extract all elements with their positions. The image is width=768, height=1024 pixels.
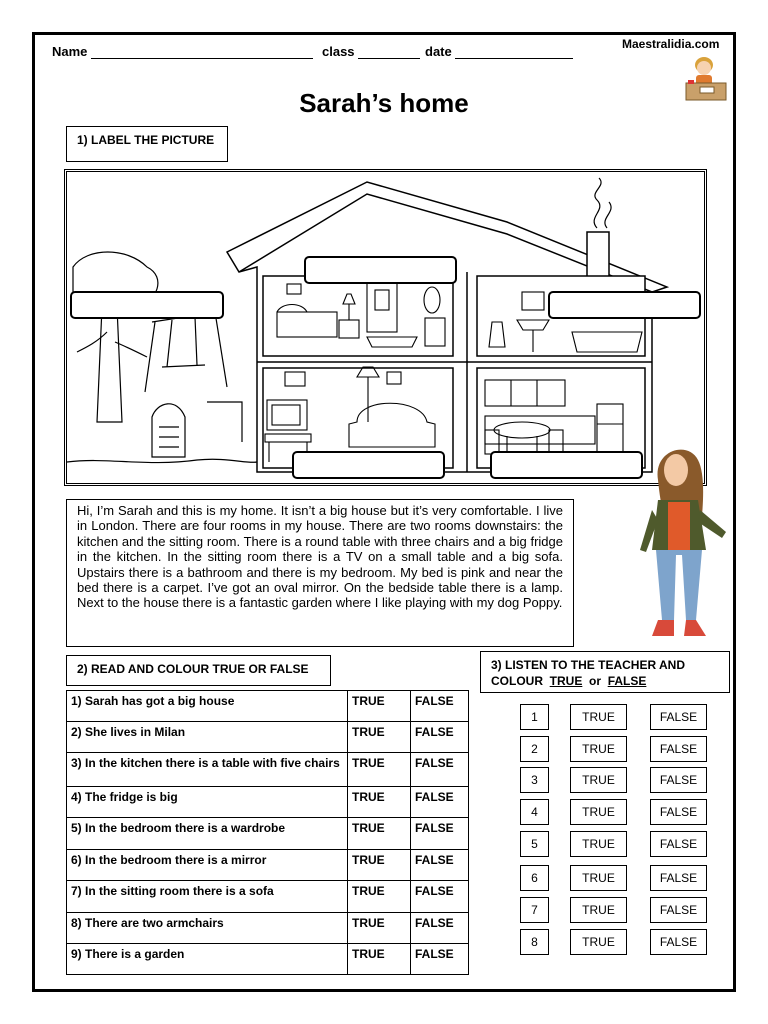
tf-statement: 7) In the sitting room there is a sofa: [67, 881, 348, 913]
page-title: Sarah’s home: [299, 88, 469, 118]
tf-true-option[interactable]: TRUE: [348, 722, 411, 753]
label-box-garden[interactable]: [70, 291, 224, 319]
listen-false-option[interactable]: FALSE: [650, 831, 707, 857]
listen-true-option[interactable]: TRUE: [570, 865, 627, 891]
listen-false-option[interactable]: FALSE: [650, 897, 707, 923]
tf-false-option[interactable]: FALSE: [411, 818, 469, 850]
name-field: Name: [52, 44, 313, 59]
listen-true-option[interactable]: TRUE: [570, 897, 627, 923]
tf-statement: 6) In the bedroom there is a mirror: [67, 850, 348, 881]
listen-number: 5: [520, 831, 549, 857]
tf-statement: 1) Sarah has got a big house: [67, 691, 348, 722]
date-input-line[interactable]: [455, 45, 573, 59]
listen-number: 7: [520, 897, 549, 923]
tf-row: [67, 881, 469, 913]
tf-statement: 4) The fridge is big: [67, 787, 348, 818]
tf-true-option[interactable]: TRUE: [348, 691, 411, 722]
tf-false-option[interactable]: FALSE: [411, 753, 469, 787]
tf-row: [67, 691, 469, 722]
tf-false-option[interactable]: FALSE: [411, 691, 469, 722]
reading-passage: Hi, I’m Sarah and this is my home. It isn’t a big house but it’s very comfortable. I live in London. There are four rooms in my house. There are two rooms downstairs: the kitchen and the sitting room. There is a round table with three chairs and a big fridge in the kitchen. In the sitting room there is a TV on a small table and a big sofa. Upstairs there is a bathroom and there is my bedroom. My bed is pink and near the bed there is a carpet. I’ve got an oval mirror. On the bedside table there is a lamp. Next to the house there is a fantastic garden where I like playing with my dog Poppy.: [66, 499, 574, 647]
label-box-sitting-room[interactable]: [292, 451, 445, 479]
tf-row: [67, 787, 469, 818]
listen-number: 6: [520, 865, 549, 891]
listen-number: 2: [520, 736, 549, 762]
tf-false-option[interactable]: FALSE: [411, 913, 469, 944]
section3-label: [480, 651, 730, 693]
tf-row: [67, 850, 469, 881]
sarah-illustration: [628, 440, 753, 640]
house-picture: [64, 169, 707, 486]
tf-true-option[interactable]: TRUE: [348, 850, 411, 881]
tf-row: [67, 944, 469, 975]
listen-number: 1: [520, 704, 549, 730]
tf-true-option[interactable]: TRUE: [348, 913, 411, 944]
date-field: date: [425, 44, 573, 59]
tf-true-option[interactable]: TRUE: [348, 944, 411, 975]
tf-true-option[interactable]: TRUE: [348, 753, 411, 787]
section3-label-line2: COLOUR TRUE or FALSE: [491, 674, 647, 688]
tf-false-option[interactable]: FALSE: [411, 850, 469, 881]
tf-true-option[interactable]: TRUE: [348, 881, 411, 913]
listen-true-option[interactable]: TRUE: [570, 704, 627, 730]
listen-number: 8: [520, 929, 549, 955]
tf-row: [67, 753, 469, 787]
site-label: Maestralidia.com: [622, 37, 720, 51]
house-drawing: [67, 172, 704, 483]
listen-false-option[interactable]: FALSE: [650, 767, 707, 793]
tf-false-option[interactable]: FALSE: [411, 944, 469, 975]
section2-label: 2) READ AND COLOUR TRUE OR FALSE: [66, 655, 331, 686]
label-box-bathroom[interactable]: [548, 291, 701, 319]
section1-label: 1) LABEL THE PICTURE: [66, 126, 228, 162]
listen-false-option[interactable]: FALSE: [650, 865, 707, 891]
listen-true-option[interactable]: TRUE: [570, 799, 627, 825]
tf-row: [67, 913, 469, 944]
listen-false-option[interactable]: FALSE: [650, 929, 707, 955]
tf-true-option[interactable]: TRUE: [348, 787, 411, 818]
section3-label-line1: 3) LISTEN TO THE TEACHER AND: [491, 658, 686, 672]
class-input-line[interactable]: [358, 45, 420, 59]
true-false-table: [66, 690, 469, 975]
listen-true-option[interactable]: TRUE: [570, 929, 627, 955]
listen-false-option[interactable]: FALSE: [650, 799, 707, 825]
listen-false-option[interactable]: FALSE: [650, 736, 707, 762]
listen-true-option[interactable]: TRUE: [570, 736, 627, 762]
listen-number: 4: [520, 799, 549, 825]
tf-statement: 9) There is a garden: [67, 944, 348, 975]
tf-statement: 5) In the bedroom there is a wardrobe: [67, 818, 348, 850]
tf-statement: 3) In the kitchen there is a table with five chairs: [67, 753, 348, 787]
label-box-bedroom[interactable]: [304, 256, 457, 284]
listen-false-option[interactable]: FALSE: [650, 704, 707, 730]
tf-false-option[interactable]: FALSE: [411, 881, 469, 913]
listen-true-option[interactable]: TRUE: [570, 767, 627, 793]
label-box-kitchen[interactable]: [490, 451, 643, 479]
tf-false-option[interactable]: FALSE: [411, 722, 469, 753]
listen-number: 3: [520, 767, 549, 793]
class-field: class: [322, 44, 420, 59]
name-input-line[interactable]: [91, 45, 313, 59]
tf-statement: 8) There are two armchairs: [67, 913, 348, 944]
tf-row: [67, 722, 469, 753]
tf-false-option[interactable]: FALSE: [411, 787, 469, 818]
listen-true-option[interactable]: TRUE: [570, 831, 627, 857]
tf-true-option[interactable]: TRUE: [348, 818, 411, 850]
tf-statement: 2) She lives in Milan: [67, 722, 348, 753]
tf-row: [67, 818, 469, 850]
